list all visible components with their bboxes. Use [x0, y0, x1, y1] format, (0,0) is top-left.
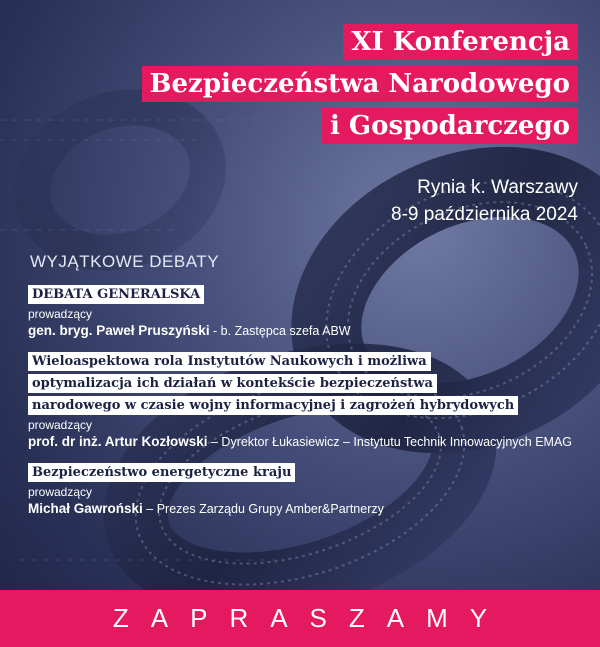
event-date: 8-9 października 2024 — [391, 204, 578, 225]
event-location: Rynia k. Warszawy — [417, 177, 578, 198]
moderator-label: prowadzący — [28, 307, 93, 321]
debate-title: DEBATA GENERALSKA — [28, 285, 204, 304]
title-line-1: XI Konferencja — [343, 24, 578, 60]
debate-title: Bezpieczeństwo energetyczne kraju — [28, 463, 295, 482]
moderator-name: Michał Gawroński — [28, 501, 143, 516]
debate-title: optymalizacja ich działań w kontekście bezpieczeństwa — [28, 374, 437, 393]
debate-item — [28, 463, 573, 518]
debate-title: narodowego w czasie wojny informacyjnej i zagrożeń hybrydowych — [28, 396, 518, 415]
debate-item — [28, 285, 573, 340]
debate-item — [28, 352, 573, 451]
moderator-label: prowadzący — [28, 485, 93, 499]
section-heading: WYJĄTKOWE DEBATY — [30, 252, 220, 271]
moderator — [28, 433, 573, 451]
moderator-role: - b. Zastępca szefa ABW — [209, 324, 351, 338]
debate-title: Wieloaspektowa rola Instytutów Naukowych i możliwa — [28, 352, 431, 371]
moderator-role: – Prezes Zarządu Grupy Amber&Partnerzy — [142, 502, 384, 516]
conference-title — [142, 24, 578, 150]
invitation-text: ZAPRASZAMY — [112, 603, 510, 633]
moderator — [28, 500, 573, 518]
moderator-name: gen. bryg. Paweł Pruszyński — [28, 323, 210, 338]
moderator-role: – Dyrektor Łukasiewicz – Instytutu Technik Innowacyjnych EMAG — [207, 435, 573, 449]
invitation-banner — [0, 590, 600, 647]
debates-list — [28, 285, 573, 530]
title-line-3: i Gospodarczego — [322, 108, 578, 144]
title-line-2: Bezpieczeństwa Narodowego — [142, 66, 578, 102]
moderator-label: prowadzący — [28, 418, 93, 432]
moderator-name: prof. dr inż. Artur Kozłowski — [28, 434, 208, 449]
moderator — [28, 322, 573, 340]
event-place-date — [391, 174, 578, 228]
